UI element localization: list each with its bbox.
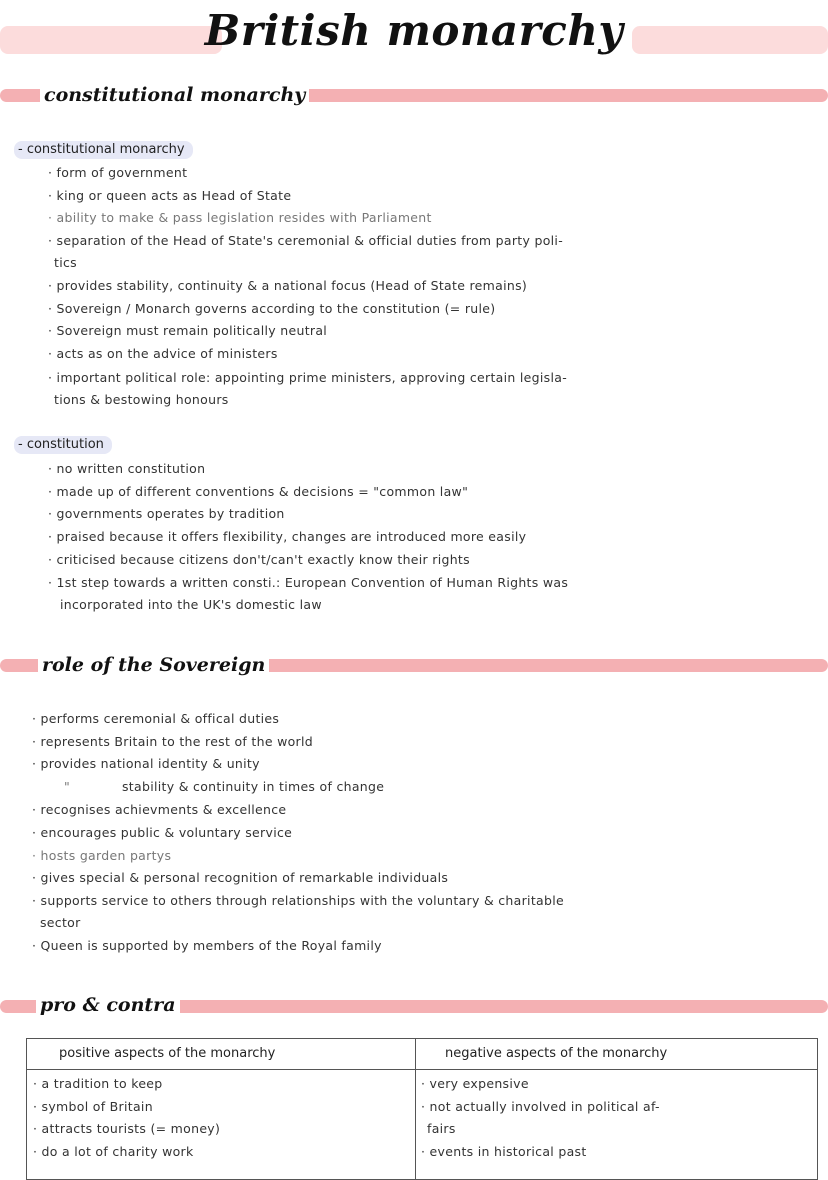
table-column-divider <box>415 1039 416 1179</box>
table-header-negative: negative aspects of the monarchy <box>445 1046 668 1061</box>
con-line-4: · praised because it offers flexibility, changes are introduced more easily <box>48 529 527 544</box>
section-heading-pro-contra: pro & contra <box>36 994 180 1016</box>
cm-line-4: · separation of the Head of State's ceremonial & official duties from party poli- <box>48 233 564 248</box>
tag-constitution: - constitution <box>14 436 112 454</box>
positive-item-3: · attracts tourists (= money) <box>33 1121 221 1136</box>
cm-line-8: · acts as on the advice of ministers <box>48 346 278 361</box>
section-heading-role: role of the Sovereign <box>38 654 269 676</box>
role-line-1: · performs ceremonial & offical duties <box>32 711 280 726</box>
cm-line-9b: tions & bestowing honours <box>54 392 229 407</box>
positive-item-2: · symbol of Britain <box>33 1099 153 1114</box>
con-line-6: · 1st step towards a written consti.: European Convention of Human Rights was <box>48 575 569 590</box>
cm-line-1: · form of government <box>48 165 188 180</box>
con-line-1: · no written constitution <box>48 461 206 476</box>
table-header-divider <box>27 1069 817 1070</box>
con-line-2: · made up of different conventions & decisions = "common law" <box>48 484 469 499</box>
role-line-9: · supports service to others through relationships with the voluntary & charitable <box>32 893 564 908</box>
pro-contra-table <box>26 1038 818 1180</box>
role-line-7: · hosts garden partys <box>32 848 172 863</box>
role-ditto-mark: " <box>64 779 71 794</box>
role-line-3: · provides national identity & unity <box>32 756 260 771</box>
page-title: British monarchy <box>204 6 624 55</box>
cm-line-9: · important political role: appointing prime ministers, approving certain legisla- <box>48 370 568 385</box>
role-line-8: · gives special & personal recognition of remarkable individuals <box>32 870 449 885</box>
cm-line-4b: tics <box>54 255 77 270</box>
negative-item-2b: fairs <box>427 1121 456 1136</box>
section-heading-constitutional-monarchy: constitutional monarchy <box>40 84 309 106</box>
cm-line-5: · provides stability, continuity & a national focus (Head of State remains) <box>48 278 528 293</box>
con-line-5: · criticised because citizens don't/can't exactly know their rights <box>48 552 470 567</box>
cm-line-3: · ability to make & pass legislation resides with Parliament <box>48 210 432 225</box>
role-line-2: · represents Britain to the rest of the world <box>32 734 313 749</box>
role-line-6: · encourages public & voluntary service <box>32 825 293 840</box>
negative-item-1: · very expensive <box>421 1076 529 1091</box>
cm-line-6: · Sovereign / Monarch governs according to the constitution (= rule) <box>48 301 496 316</box>
role-line-9b: sector <box>40 915 81 930</box>
positive-item-1: · a tradition to keep <box>33 1076 163 1091</box>
role-line-5: · recognises achievments & excellence <box>32 802 287 817</box>
negative-item-3: · events in historical past <box>421 1144 587 1159</box>
role-line-10: · Queen is supported by members of the Royal family <box>32 938 382 953</box>
role-line-4: stability & continuity in times of change <box>122 779 385 794</box>
con-line-6b: incorporated into the UK's domestic law <box>60 597 322 612</box>
table-header-positive: positive aspects of the monarchy <box>59 1046 276 1061</box>
positive-item-4: · do a lot of charity work <box>33 1144 194 1159</box>
cm-line-7: · Sovereign must remain politically neutral <box>48 323 328 338</box>
negative-item-2: · not actually involved in political af- <box>421 1099 660 1114</box>
cm-line-2: · king or queen acts as Head of State <box>48 188 292 203</box>
tag-constitutional-monarchy: - constitutional monarchy <box>14 141 193 159</box>
con-line-3: · governments operates by tradition <box>48 506 285 521</box>
